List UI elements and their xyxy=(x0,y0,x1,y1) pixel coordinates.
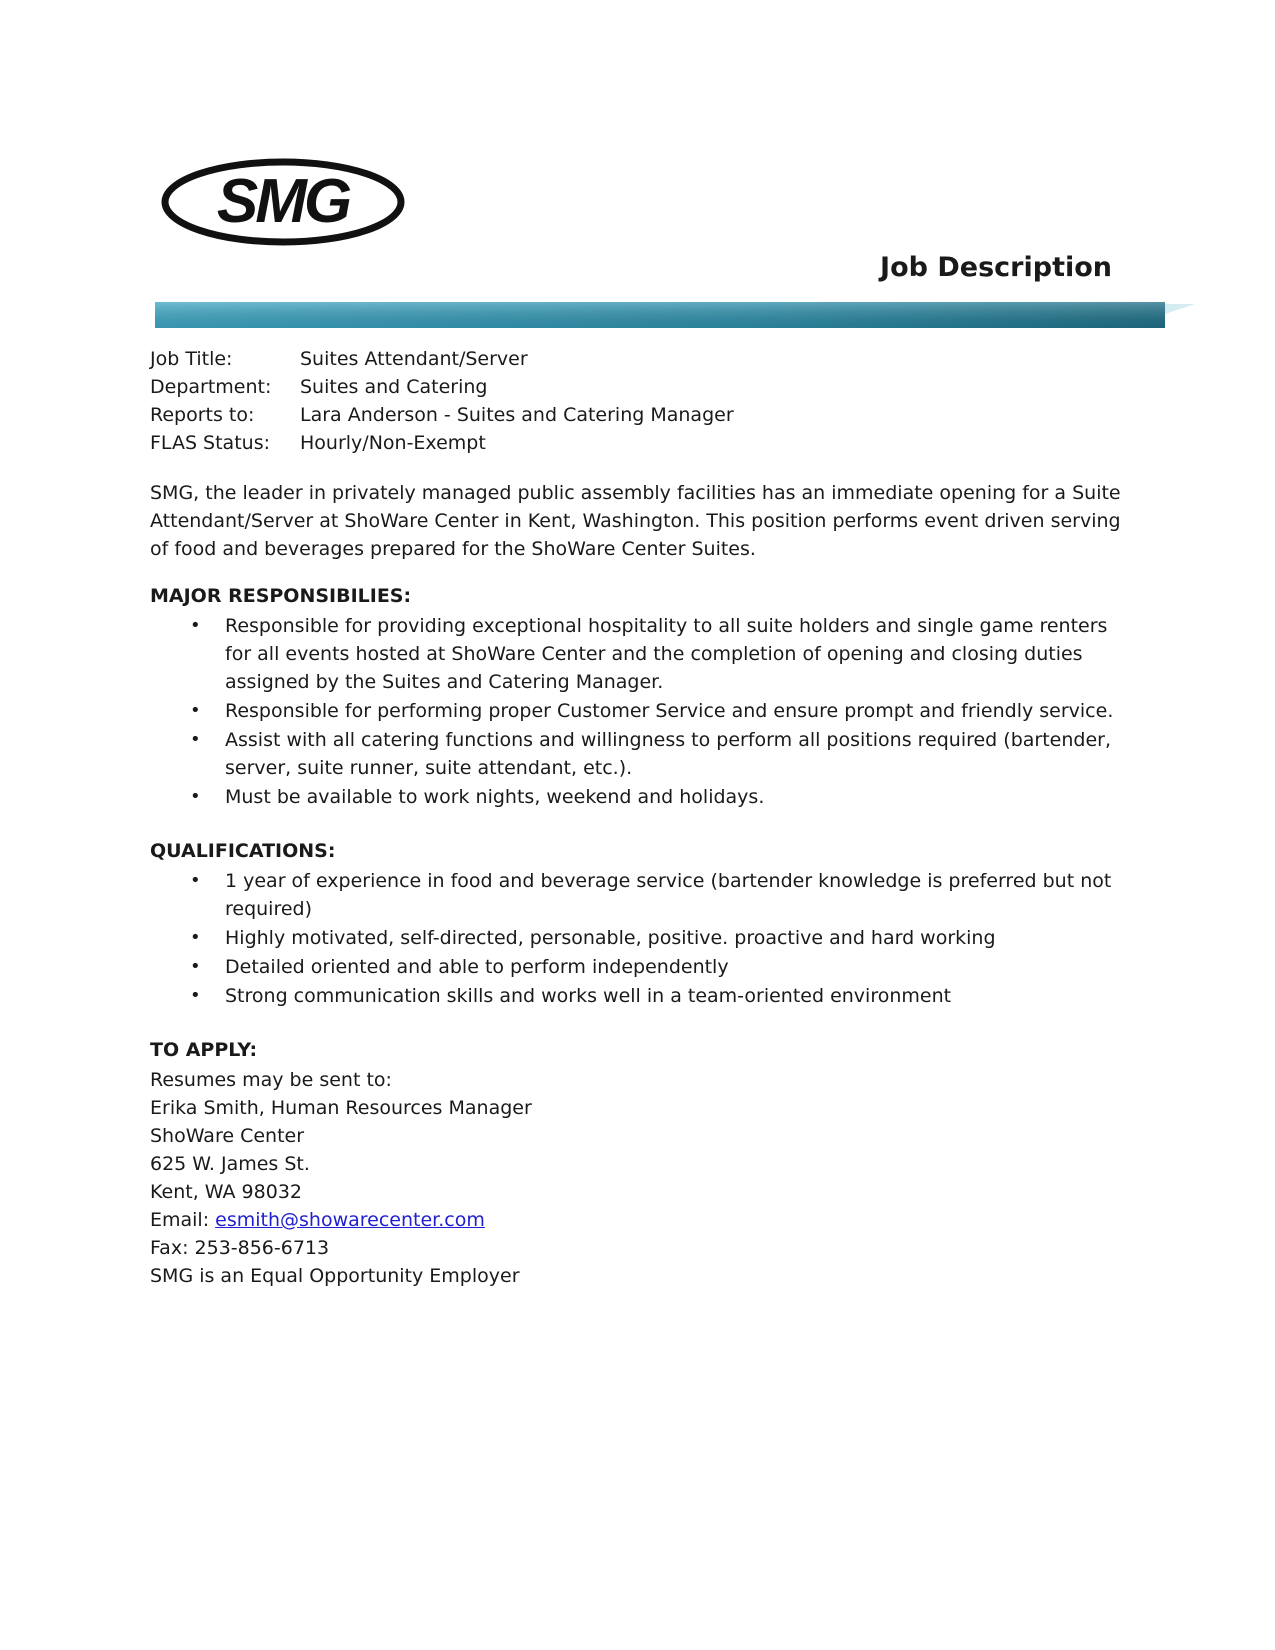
bullet-icon: • xyxy=(190,700,201,721)
list-item xyxy=(150,612,1130,696)
list-item xyxy=(150,783,1130,811)
job-description-body xyxy=(150,345,1130,1290)
bullet-icon: • xyxy=(190,786,201,807)
qualifications-list xyxy=(150,867,1130,1010)
list-item-text: Responsible for performing proper Customer Service and ensure prompt and friendly service. xyxy=(225,700,1114,722)
list-item xyxy=(150,953,1130,981)
field-value: Suites Attendant/Server xyxy=(300,348,528,370)
bullet-icon: • xyxy=(190,985,201,1006)
bullet-icon: • xyxy=(190,870,201,891)
apply-organization: ShoWare Center xyxy=(150,1125,305,1147)
list-item-text: Responsible for providing exceptional hospitality to all suite holders and single game renters for all events hosted at ShoWare Center and the completion of opening and closing duties assigned by the Suites and Catering Manager. xyxy=(225,615,1108,693)
bullet-icon: • xyxy=(190,927,201,948)
apply-city: Kent, WA 98032 xyxy=(150,1181,302,1203)
bullet-icon: • xyxy=(190,729,201,750)
list-item xyxy=(150,697,1130,725)
list-item xyxy=(150,924,1130,952)
list-item xyxy=(150,867,1130,923)
list-item-text: Detailed oriented and able to perform independently xyxy=(225,956,729,978)
field-value: Hourly/Non-Exempt xyxy=(300,432,486,454)
bullet-icon: • xyxy=(190,956,201,977)
apply-street: 625 W. James St. xyxy=(150,1153,310,1175)
list-item-text: 1 year of experience in food and beverage service (bartender knowledge is preferred but not required) xyxy=(225,870,1112,920)
bullet-icon: • xyxy=(190,615,201,636)
apply-fax: Fax: 253-856-6713 xyxy=(150,1237,330,1259)
field-department xyxy=(150,373,1130,401)
apply-contact: Erika Smith, Human Resources Manager xyxy=(150,1097,532,1119)
list-item-text: Strong communication skills and works well in a team-oriented environment xyxy=(225,985,952,1007)
list-item-text: Must be available to work nights, weekend and holidays. xyxy=(225,786,765,808)
apply-heading: TO APPLY: xyxy=(150,1039,258,1061)
smg-logo xyxy=(160,156,406,248)
list-item xyxy=(150,726,1130,782)
qualifications-heading: QUALIFICATIONS: xyxy=(150,840,336,862)
apply-intro: Resumes may be sent to: xyxy=(150,1069,392,1091)
responsibilities-heading: MAJOR RESPONSIBILIES: xyxy=(150,585,412,607)
job-fields xyxy=(150,345,1130,457)
logo-text: SMG xyxy=(216,167,350,236)
list-item xyxy=(150,982,1130,1010)
field-label: Department: xyxy=(150,376,272,398)
responsibilities-list xyxy=(150,612,1130,811)
eoe-statement: SMG is an Equal Opportunity Employer xyxy=(150,1265,520,1287)
email-link[interactable]: esmith@showarecenter.com xyxy=(215,1209,485,1231)
email-label: Email: xyxy=(150,1209,216,1231)
field-label: FLAS Status: xyxy=(150,432,270,454)
field-job-title xyxy=(150,345,1130,373)
field-flas-status xyxy=(150,429,1130,457)
list-item-text: Highly motivated, self-directed, personable, positive. proactive and hard working xyxy=(225,927,996,949)
header-bar xyxy=(155,302,1225,331)
field-value: Lara Anderson - Suites and Catering Manager xyxy=(300,404,734,426)
field-label: Reports to: xyxy=(150,404,255,426)
field-reports-to xyxy=(150,401,1130,429)
field-label: Job Title: xyxy=(150,348,233,370)
document-title: Job Description xyxy=(880,252,1112,283)
intro-paragraph: SMG, the leader in privately managed public assembly facilities has an immediate opening for a Suite Attendant/Server at ShoWare Center in Kent, Washington. This position performs event driven serving of food and beverages prepared for the ShoWare Center Suites. xyxy=(150,482,1121,560)
list-item-text: Assist with all catering functions and willingness to perform all positions required (bartender, server, suite runner, suite attendant, etc.). xyxy=(225,729,1111,779)
field-value: Suites and Catering xyxy=(300,376,488,398)
apply-email-row xyxy=(150,1206,1130,1234)
